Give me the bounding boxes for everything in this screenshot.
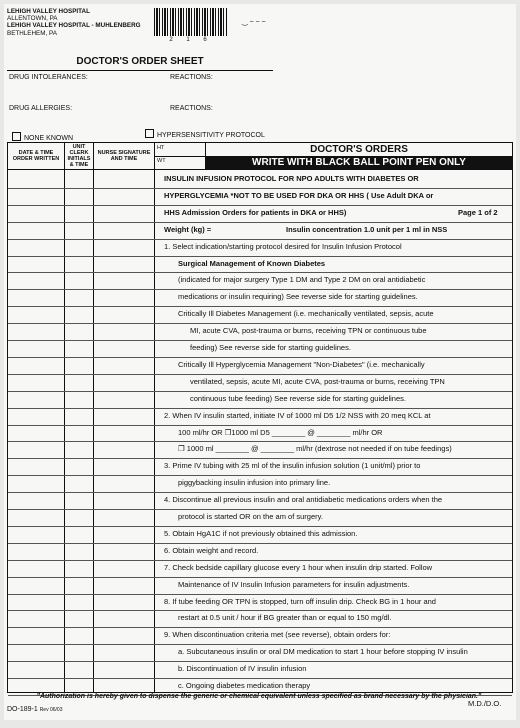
reactions-label-2: REACTIONS:	[170, 105, 213, 112]
order-line: HHS Admission Orders for patients in DKA or HHS)	[164, 207, 347, 217]
order-line: medications or insulin requiring) See reverse side for starting guidelines.	[178, 292, 418, 302]
order-line: 6. Obtain weight and record.	[164, 545, 259, 555]
grid-row-line	[8, 560, 512, 561]
col-unit-clerk: UNIT CLERK INITIALS & TIME	[65, 143, 94, 169]
ht-wt-cell	[155, 143, 206, 169]
wt-label: WT	[157, 158, 166, 164]
order-line: 3. Prime IV tubing with 25 ml of the insulin infusion solution (1 unit/ml) prior to	[164, 461, 421, 471]
grid-row-line	[8, 306, 512, 307]
grid-row-line	[8, 441, 512, 442]
order-line: Critically Ill Hyperglycemia Management "Non-Diabetes" (i.e. mechanically	[178, 359, 425, 369]
order-line: Surgical Management of Known Diabetes	[178, 258, 326, 268]
grid-row-line	[8, 374, 512, 375]
hypersensitivity-checkbox[interactable]	[145, 129, 154, 138]
barcode-bars	[154, 8, 228, 36]
order-line: (indicated for major surgery Type 1 DM and Type 2 DM on oral antidiabetic	[178, 275, 426, 285]
grid-row-line	[8, 256, 512, 257]
col-date-time: DATE & TIME ORDER WRITTEN	[8, 143, 65, 169]
hypersensitivity-option[interactable]	[145, 129, 265, 139]
order-line: piggybacking insulin infusion into primary line.	[178, 478, 331, 488]
form-revision: Rev 06/03	[39, 707, 63, 713]
grid-row-line	[8, 509, 512, 510]
doctors-orders-title: DOCTOR'S ORDERS	[310, 144, 408, 155]
grid-row-line	[8, 594, 512, 595]
ht-label: HT	[157, 145, 165, 151]
grid-row-line	[8, 425, 512, 426]
order-line: 7. Check bedside capillary glucose every 1 hour when insulin drip started. Follow	[164, 562, 433, 572]
allergy-section	[7, 70, 273, 143]
order-line: protocol is started OR on the am of surgery.	[178, 512, 323, 521]
grid-row-line	[8, 391, 512, 392]
authorization-footer: "Authorization is hereby given to dispense the generic or chemical equivalent unless specified as brand necessary by the physician."	[36, 693, 482, 700]
order-line: Weight (kg) =	[164, 224, 212, 234]
order-line: b. Discontinuation of IV insulin infusion	[178, 664, 307, 674]
insulin-concentration: Insulin concentration 1.0 unit per 1 ml in NSS	[286, 224, 448, 234]
grid-row-line	[8, 492, 512, 493]
order-line: ❐ 1000 ml ________ @ ________ ml/hr (dextrose not needed if on tube feedings)	[178, 444, 452, 454]
grid-row-line	[8, 577, 512, 578]
grid-row-line	[8, 188, 512, 189]
hospital-header	[7, 8, 147, 37]
hospital-name-2: LEHIGH VALLEY HOSPITAL - MUHLENBERG	[7, 22, 141, 30]
order-line: ventilated, sepsis, acute MI, acute CVA, post-trauma or burns, receiving TPN	[190, 376, 445, 386]
grid-row-line	[8, 289, 512, 290]
order-line: restart at 0.5 unit / hour if BG greater than or equal to 150 mg/dl.	[178, 613, 392, 623]
table-header	[7, 142, 513, 170]
sheet-title: DOCTOR'S ORDER SHEET	[76, 56, 204, 67]
grid-row-line	[8, 272, 512, 273]
black-pen-banner: WRITE WITH BLACK BALL POINT PEN ONLY	[206, 156, 512, 169]
order-line: feeding) See reverse side for starting guidelines.	[190, 343, 351, 352]
grid-row-line	[8, 526, 512, 527]
none-known-label: NONE KNOWN	[24, 135, 73, 142]
drug-intolerances-label: DRUG INTOLERANCES:	[9, 74, 88, 81]
grid-row-line	[8, 610, 512, 611]
grid-row-line	[8, 222, 512, 223]
order-line: Maintenance of IV Insulin Infusion parameters for insulin adjustments.	[178, 579, 410, 589]
order-line: c. Ongoing diabetes medication therapy	[178, 681, 311, 690]
col-nurse: NURSE SIGNATURE AND TIME	[94, 143, 155, 169]
handwritten-scribble: ‿ ~ ~ ~	[242, 19, 266, 26]
none-known-checkbox[interactable]	[12, 132, 21, 141]
hypersensitivity-label: HYPERSENSITIVITY PROTOCOL	[157, 132, 265, 139]
order-line: INSULIN INFUSION PROTOCOL FOR NPO ADULTS WITH DIABETES OR	[164, 174, 419, 183]
grid-row-line	[8, 205, 512, 206]
reactions-label-1: REACTIONS:	[170, 74, 213, 81]
hospital-city-2: BETHLEHEM, PA	[7, 29, 57, 37]
grid-row-line	[8, 458, 512, 459]
grid-row-line	[8, 357, 512, 358]
grid-row-line	[8, 340, 512, 341]
form-number	[7, 706, 62, 713]
order-line: a. Subcutaneous insulin or oral DM medication to start 1 hour before stopping IV insulin	[178, 647, 468, 657]
order-line: continuous tube feeding) See reverse side for starting guidelines.	[190, 393, 406, 403]
order-line: MI, acute CVA, post-trauma or burns, receiving TPN or continuous tube	[190, 326, 427, 336]
none-known-option[interactable]	[12, 132, 73, 142]
grid-row-line	[8, 408, 512, 409]
grid-row-line	[8, 475, 512, 476]
grid-row-line	[8, 323, 512, 324]
grid-row-line	[8, 543, 512, 544]
order-line: 5. Obtain HgA1C if not previously obtained this admission.	[164, 528, 358, 538]
drug-allergies-label: DRUG ALLERGIES:	[9, 105, 73, 112]
grid-row-line	[8, 627, 512, 628]
order-line: 4. Discontinue all previous insulin and oral antidiabetic medications orders when the	[164, 495, 443, 505]
order-line: 100 ml/hr OR ❐1000 ml D5 ________ @ ________ ml/hr OR	[178, 427, 383, 437]
form-number-code: DO-189-1	[7, 706, 38, 713]
hospital-city-1: ALLENTOWN, PA	[7, 15, 58, 23]
order-line: Critically Ill Diabetes Management (i.e. mechanically ventilated, sepsis, acute	[178, 309, 434, 319]
grid-row-line	[8, 239, 512, 240]
barcode-number: 2 1 6	[169, 37, 213, 43]
page-of-label: Page 1 of 2	[458, 207, 498, 217]
grid-row-line	[8, 678, 512, 679]
physician-signature-line[interactable]: M.D./D.O.	[468, 698, 502, 708]
order-line: 2. When IV insulin started, initiate IV of 1000 ml D5 1/2 NSS with 20 meq KCL at	[164, 410, 431, 420]
order-line: 1. Select indication/starting protocol desired for Insulin Infusion Protocol	[164, 241, 402, 251]
order-line: 8. If tube feeding OR TPN is stopped, turn off insulin drip. Check BG in 1 hour and	[164, 596, 436, 606]
grid-row-line	[8, 644, 512, 645]
hospital-name-1: LEHIGH VALLEY HOSPITAL	[7, 8, 90, 15]
grid-row-line	[8, 661, 512, 662]
order-line: HYPERGLYCEMIA *NOT TO BE USED FOR DKA OR HHS ( Use Adult DKA or	[164, 190, 434, 200]
order-sheet-page	[4, 4, 516, 720]
order-line: 9. When discontinuation criteria met (see reverse), obtain orders for:	[164, 630, 391, 640]
barcode	[154, 8, 228, 44]
